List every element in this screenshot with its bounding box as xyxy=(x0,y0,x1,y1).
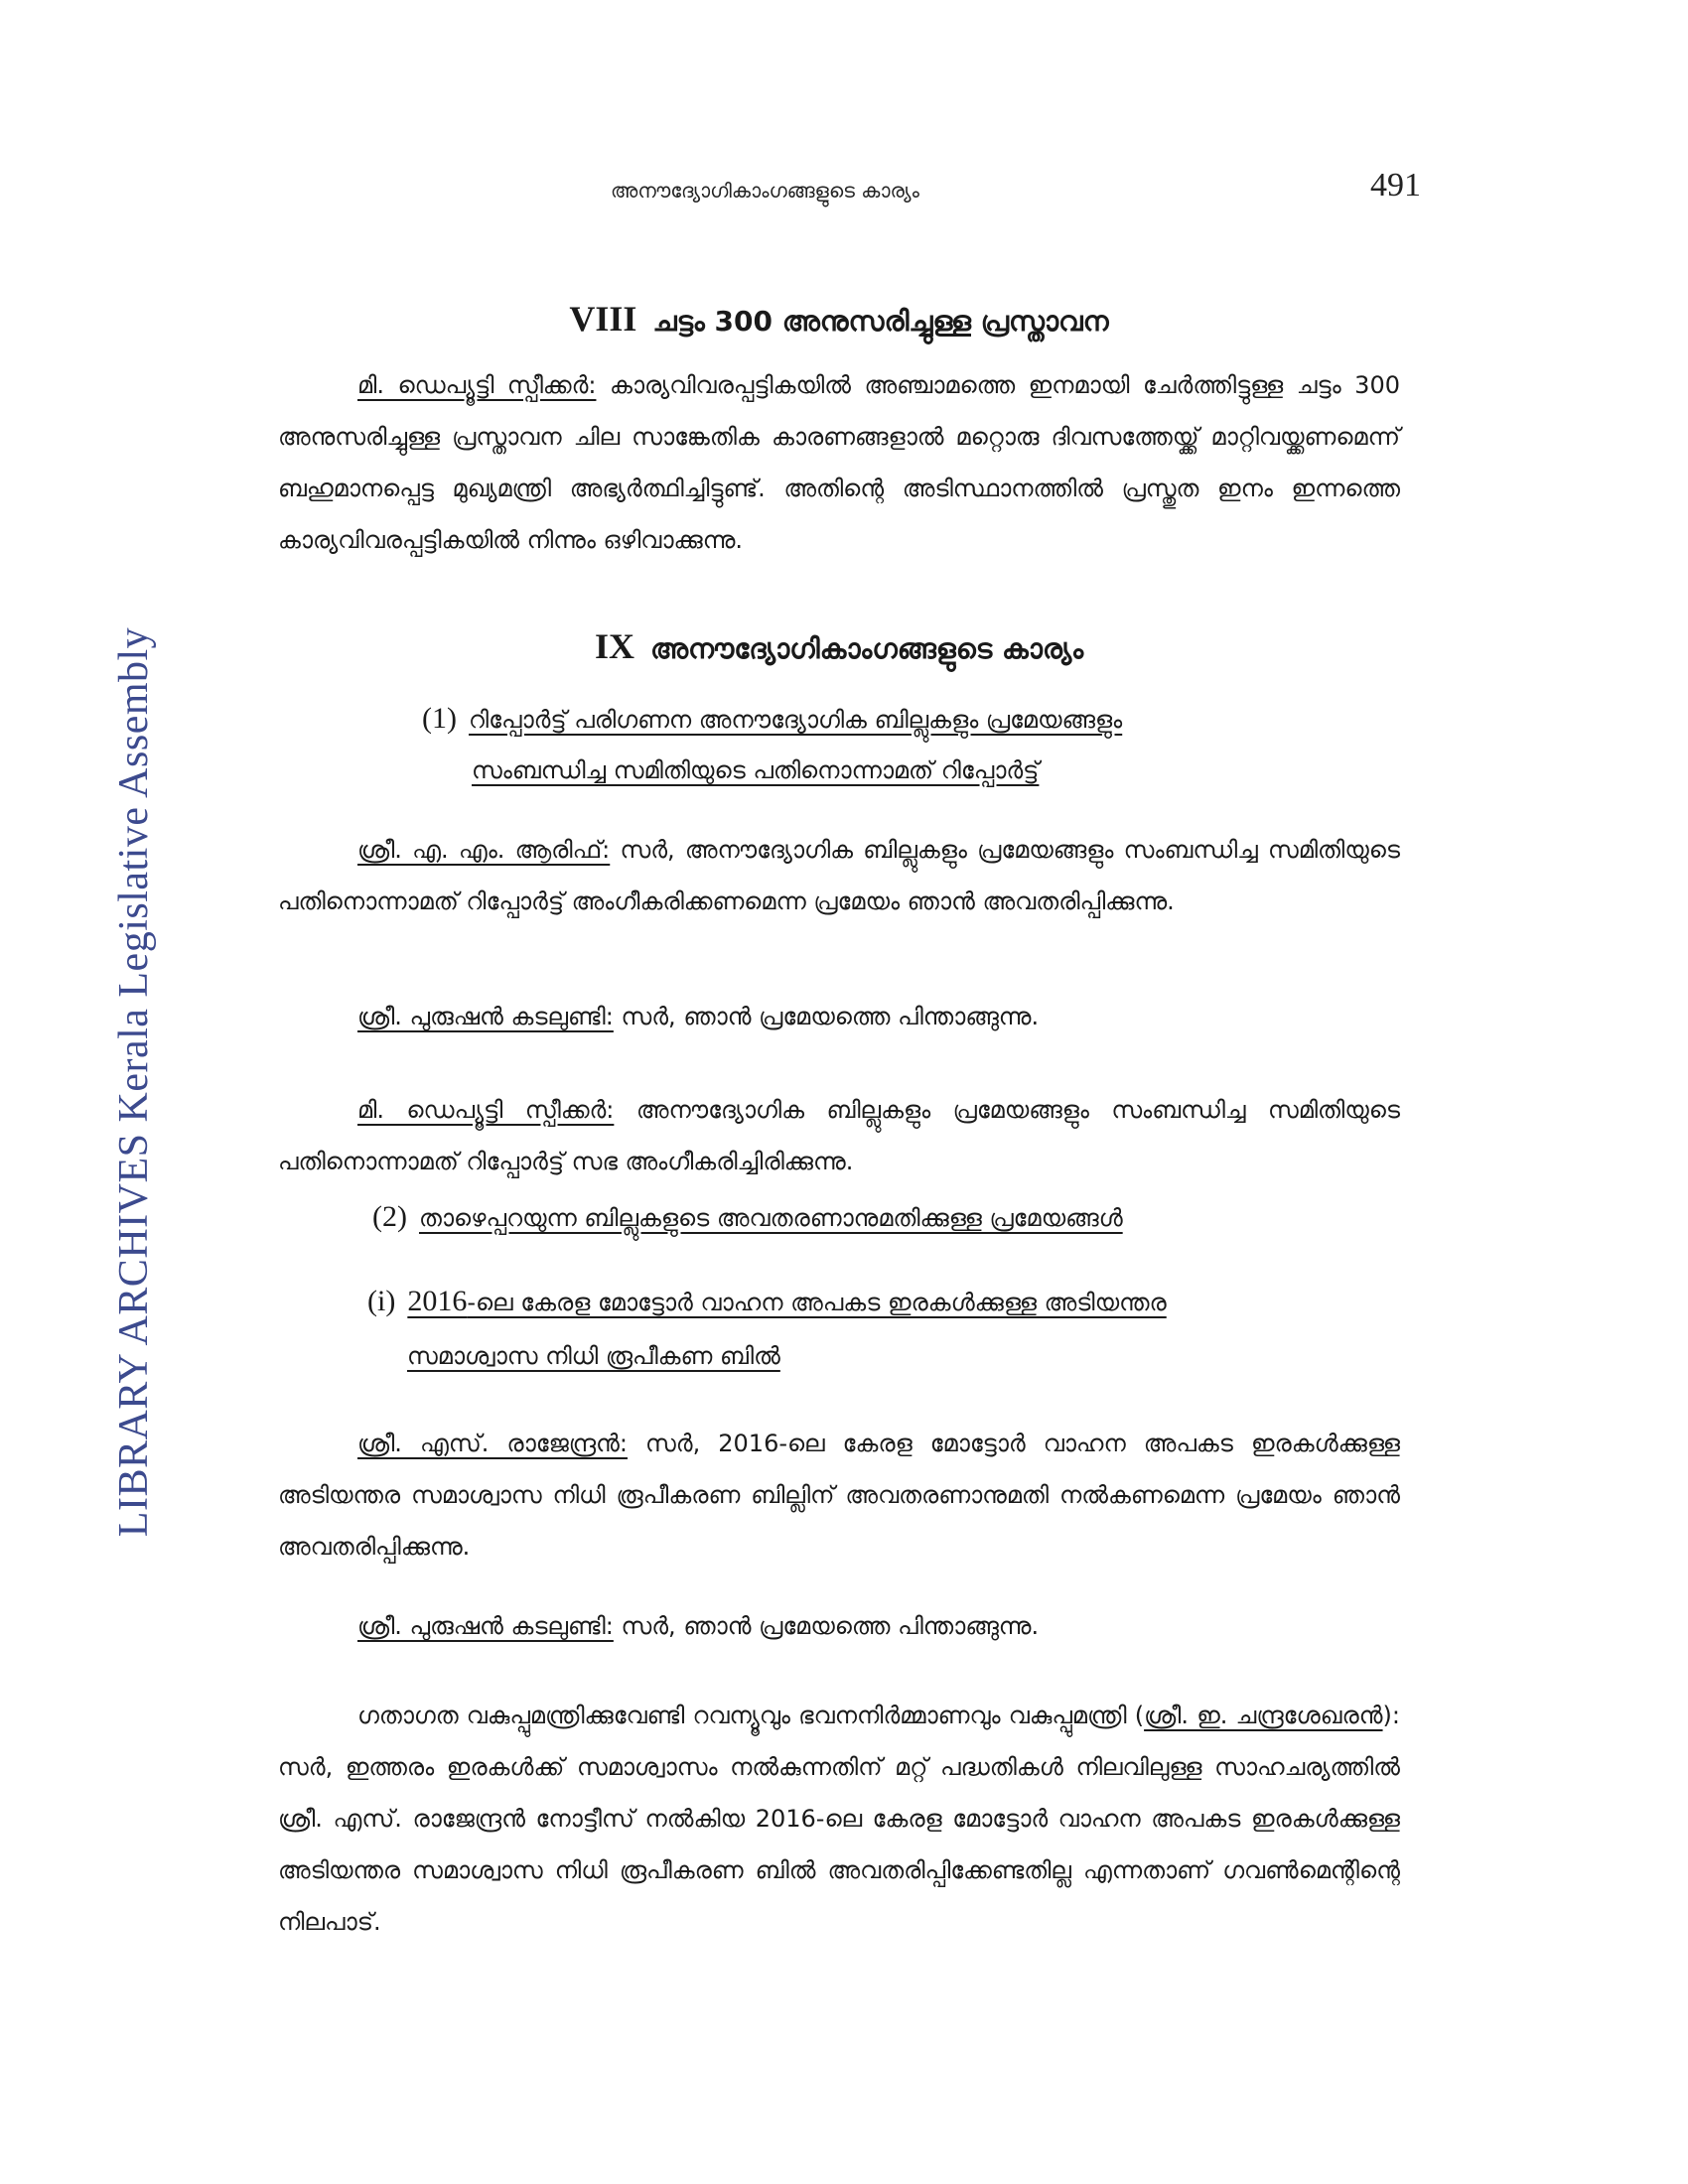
speaker-name: ശ്രീ. എ. എം. ആരിഫ്: xyxy=(357,836,611,864)
paragraph-lead: ഗതാഗത വകുപ്പുമന്ത്രിക്കുവേണ്ടി റവന്യൂവും ഭവനനിർമ്മാണവും വകുപ്പുമന്ത്രി ( xyxy=(357,1702,1145,1729)
paragraph-rajendran xyxy=(278,1418,1400,1572)
paragraph-purushan-2 xyxy=(278,1600,1400,1652)
subheading-1-line2 xyxy=(472,745,1039,796)
paragraph-deputy-speaker-1 xyxy=(278,359,1400,566)
section-heading-ix xyxy=(278,625,1400,667)
paragraph-text: സർ, ഞാൻ പ്രമേയത്തെ പിന്താങ്ങുന്നു. xyxy=(613,1003,1040,1030)
paragraph-deputy-speaker-2 xyxy=(278,1084,1400,1187)
archive-watermark: LIBRARY ARCHIVES Kerala Legislative Assembly xyxy=(111,626,157,1538)
subheading-2 xyxy=(372,1191,1123,1244)
speaker-name: മി. ഡെപ്യൂട്ടി സ്പീക്കർ: xyxy=(357,1096,615,1124)
subheading-text xyxy=(407,1285,1167,1317)
subheading-i-line1 xyxy=(367,1276,1167,1328)
paragraph-text: സർ, 2016-ലെ കേരള മോട്ടോർ വാഹന അപകട ഇരകൾക്കുള്ള അടിയന്തര സമാശ്വാസ നിധി രൂപീകരണ ബില്ലിന് അവതരണാനുമതി നൽകണമെന്ന പ്രമേയം ഞാൻ അവതരിപ്പിക്കുന്നു. xyxy=(278,1430,1400,1561)
subheading-number: (i) xyxy=(367,1285,396,1317)
subheading-rest: -ലെ കേരള മോട്ടോർ വാഹന അപകട ഇരകൾക്കുള്ള അടിയന്തര xyxy=(467,1289,1167,1316)
speaker-name: മി. ഡെപ്യൂട്ടി സ്പീക്കർ: xyxy=(357,371,597,399)
subheading-text: സംബന്ധിച്ച സമിതിയുടെ പതിനൊന്നാമത് റിപ്പോർട്ട് xyxy=(472,756,1040,784)
section-number: VIII xyxy=(569,299,637,339)
subheading-year: 2016 xyxy=(407,1285,468,1317)
speaker-name: ശ്രീ. ഇ. ചന്ദ്രശേഖരൻ xyxy=(1144,1702,1383,1729)
subheading-text: താഴെപ്പറയുന്ന ബില്ലുകളുടെ അവതരണാനുമതിക്കുള്ള പ്രമേയങ്ങൾ xyxy=(418,1204,1123,1232)
section-title: അനൗദ്യോഗികാംഗങ്ങളുടെ കാര്യം xyxy=(649,632,1084,665)
page-number: 491 xyxy=(1370,167,1421,204)
running-head: അനൗദ്യോഗികാംഗങ്ങളുടെ കാര്യം xyxy=(611,179,919,203)
paragraph-purushan-1 xyxy=(278,991,1400,1042)
speaker-name: ശ്രീ. പുരുഷൻ കടലുണ്ടി: xyxy=(357,1003,614,1030)
speaker-name: ശ്രീ. എസ്. രാജേന്ദ്രൻ: xyxy=(357,1430,628,1457)
section-heading-viii xyxy=(278,298,1400,340)
paragraph-chandrasekharan xyxy=(278,1690,1400,1948)
section-number: IX xyxy=(594,626,634,666)
subheading-number: (2) xyxy=(372,1200,407,1233)
paragraph-text: അനൗദ്യോഗിക ബില്ലുകളും പ്രമേയങ്ങളും സംബന്ധിച്ച സമിതിയുടെ പതിനൊന്നാമത് റിപ്പോർട്ട് സഭ അംഗീകരിച്ചിരിക്കുന്നു. xyxy=(278,1096,1400,1175)
paragraph-text: ): സർ, ഇത്തരം ഇരകൾക്ക് സമാശ്വാസം നൽകുന്നതിന് മറ്റ് പദ്ധതികൾ നിലവിലുള്ള സാഹചര്യത്തിൽ ശ്രീ. എസ്. രാജേന്ദ്രൻ നോട്ടീസ് നൽകിയ 2016-ലെ കേരള മോട്ടോർ വാഹന അപകട ഇരകൾക്കുള്ള അടിയന്തര സമാശ്വാസ നിധി രൂപീകരണ ബിൽ അവതരിപ്പിക്കേണ്ടതില്ല എന്നതാണ് ഗവൺമെന്റിന്റെ നിലപാട്. xyxy=(278,1702,1400,1936)
subheading-number: (1) xyxy=(422,702,457,735)
subheading-1-line1 xyxy=(422,693,1122,746)
paragraph-text: സർ, അനൗദ്യോഗിക ബില്ലുകളും പ്രമേയങ്ങളും സംബന്ധിച്ച സമിതിയുടെ പതിനൊന്നാമത് റിപ്പോർട്ട് അംഗീകരിക്കണമെന്ന പ്രമേയം ഞാൻ അവതരിപ്പിക്കുന്നു. xyxy=(278,836,1400,915)
subheading-i-line2 xyxy=(407,1330,780,1382)
subheading-text: റിപ്പോർട്ട് പരിഗണന അനൗദ്യോഗിക ബില്ലുകളും പ്രമേയങ്ങളും xyxy=(468,706,1123,734)
section-title: ചട്ടം 300 അനുസരിച്ചുള്ള പ്രസ്താവന xyxy=(652,305,1109,338)
speaker-name: ശ്രീ. പുരുഷൻ കടലുണ്ടി: xyxy=(357,1612,614,1640)
paragraph-arif xyxy=(278,824,1400,927)
subheading-text: സമാശ്വാസ നിധി രൂപീകണ ബിൽ xyxy=(407,1342,780,1370)
paragraph-text: സർ, ഞാൻ പ്രമേയത്തെ പിന്താങ്ങുന്നു. xyxy=(613,1612,1040,1640)
paragraph-text: കാര്യവിവരപ്പട്ടികയിൽ അഞ്ചാമത്തെ ഇനമായി ചേർത്തിട്ടുള്ള ചട്ടം 300 അനുസരിച്ചുള്ള പ്രസ്താവന ചില സാങ്കേതിക കാരണങ്ങളാൽ മറ്റൊരു ദിവസത്തേയ്ക്ക് മാറ്റിവയ്ക്കണമെന്ന് ബഹുമാനപ്പെട്ട മുഖ്യമന്ത്രി അഭ്യർത്ഥിച്ചിട്ടുണ്ട്. അതിന്റെ അടിസ്ഥാനത്തിൽ പ്രസ്തുത ഇനം ഇന്നത്തെ കാര്യവിവരപ്പട്ടികയിൽ നിന്നും ഒഴിവാക്കുന്നു. xyxy=(278,371,1400,554)
